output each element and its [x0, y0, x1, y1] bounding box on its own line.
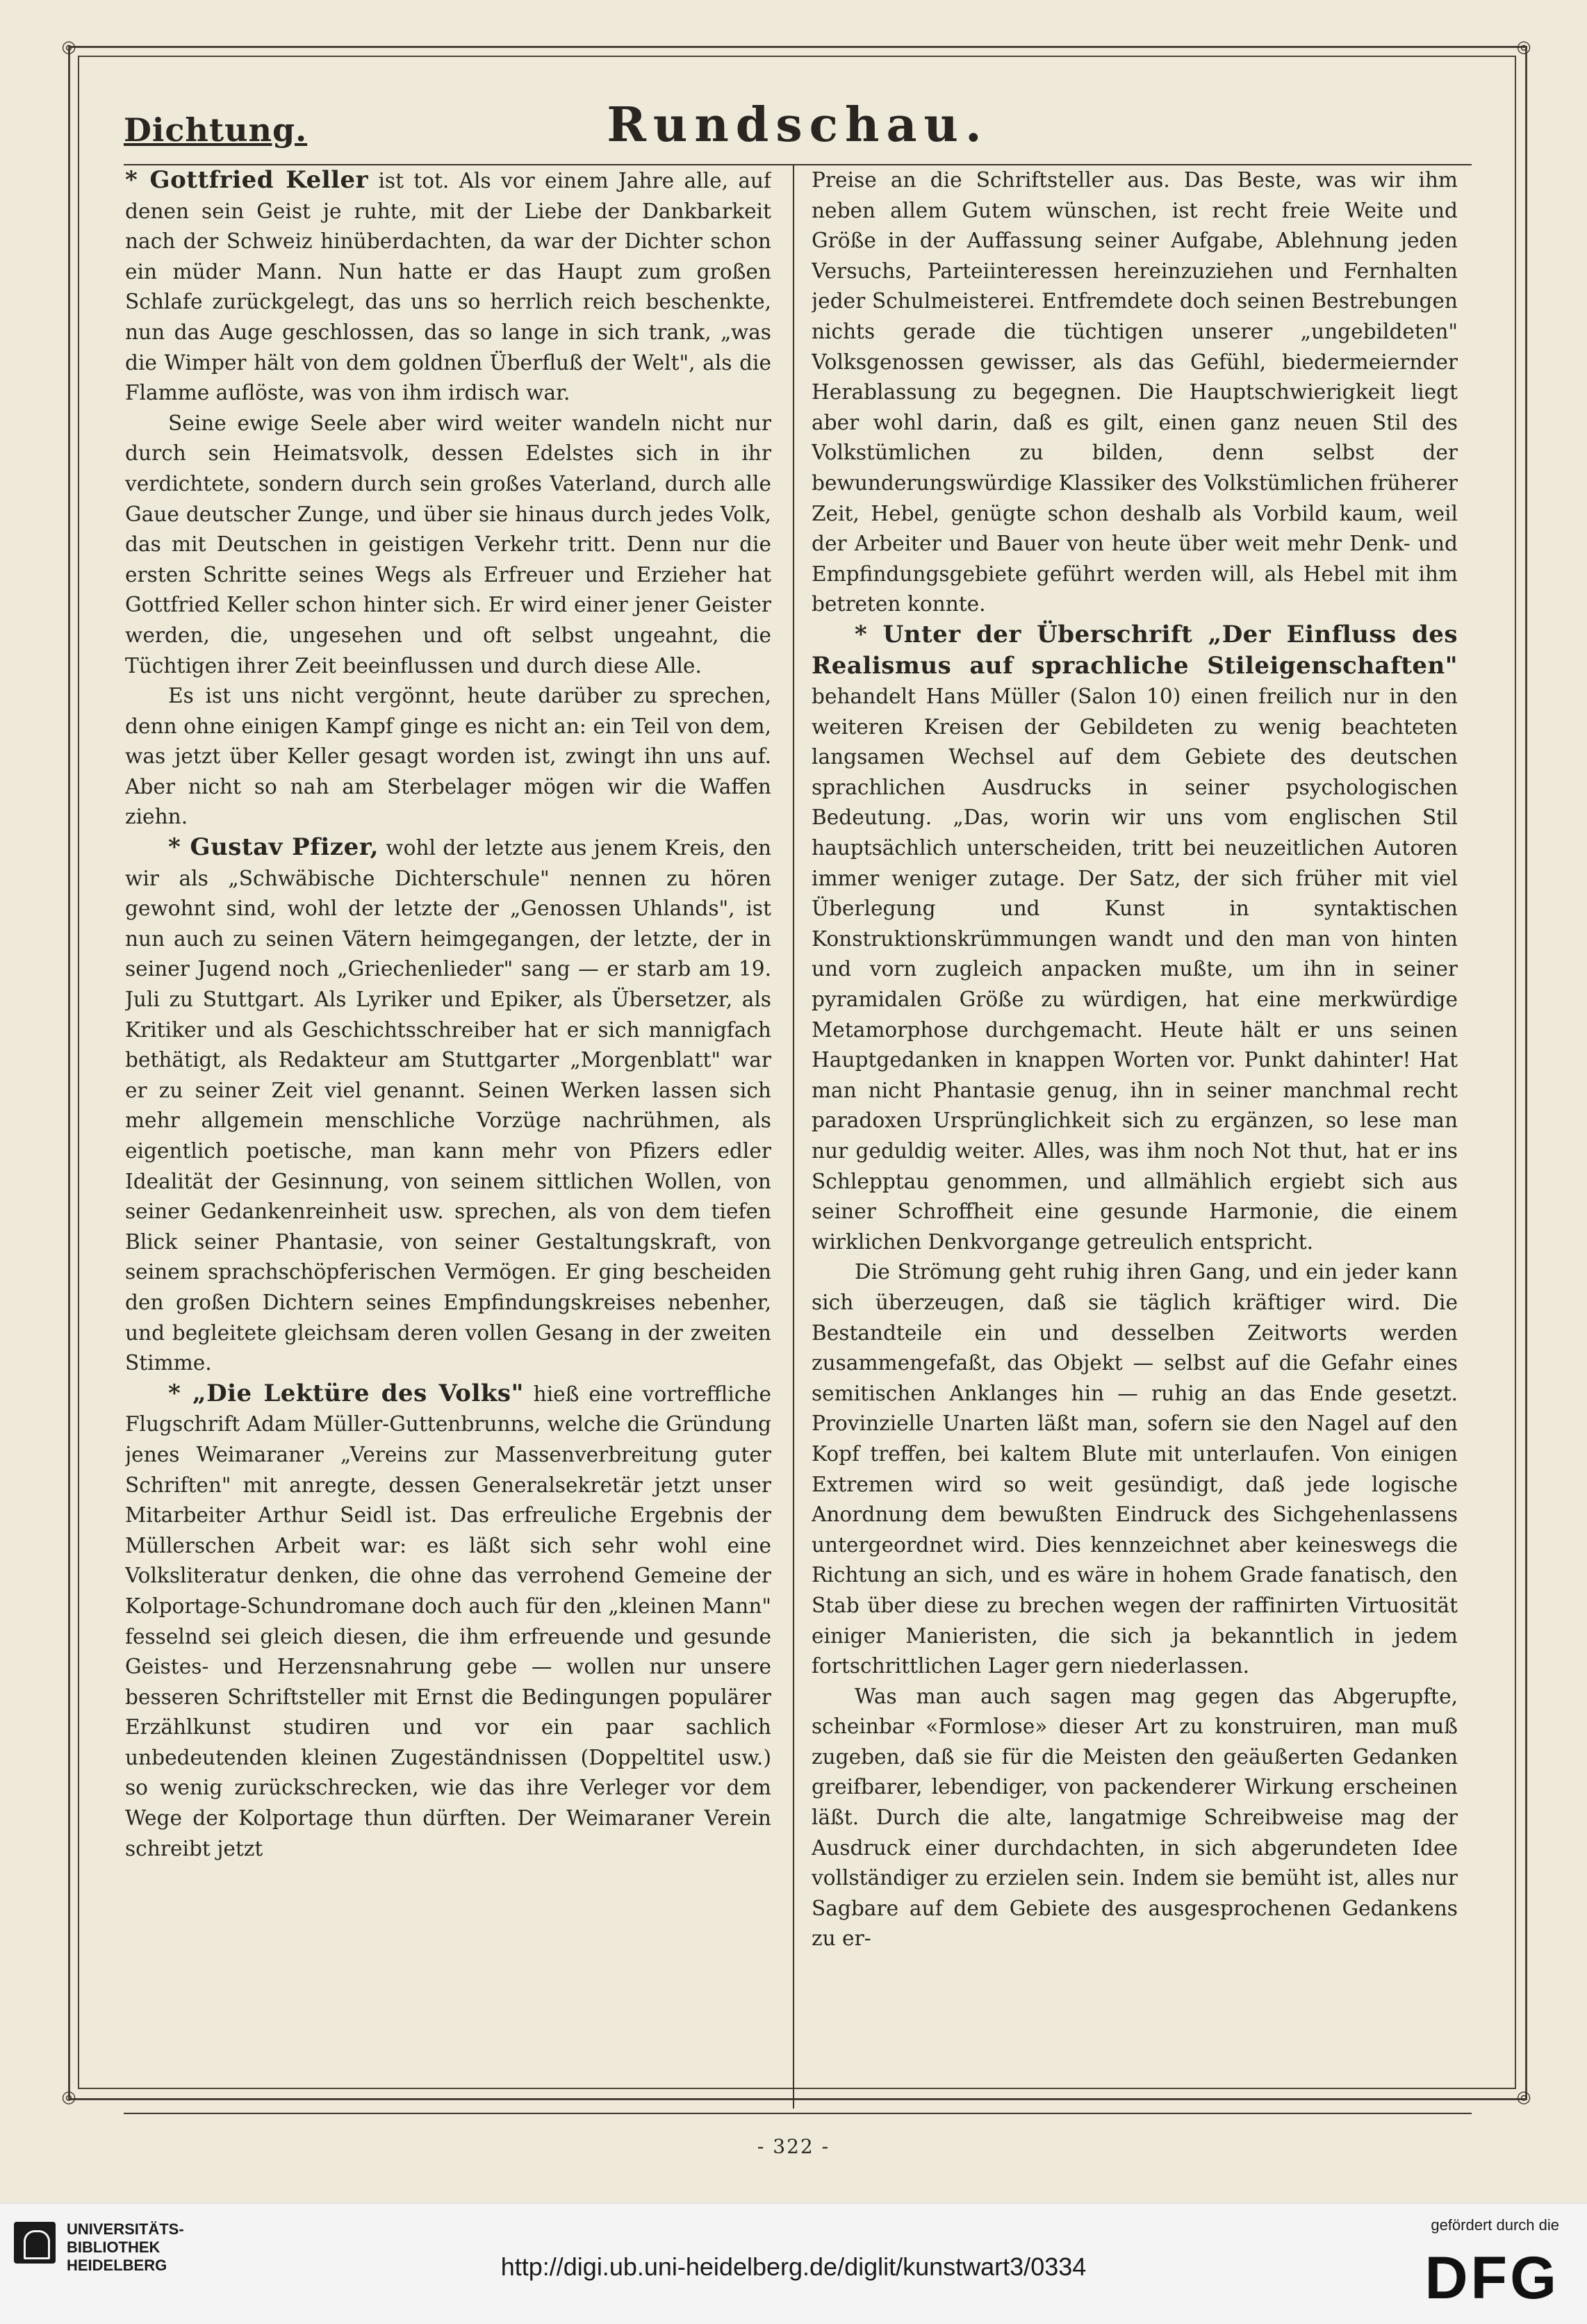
article-paragraph — [125, 165, 771, 409]
library-name-line: UNIVERSITÄTS- — [67, 2220, 184, 2238]
corner-ornament-icon: ◎ — [61, 2087, 76, 2106]
article-paragraph — [812, 165, 1458, 620]
article-heading: * Gustav Pfizer, — [168, 833, 379, 862]
article-text: Es ist uns nicht vergönnt, heute darüber zu sprechen, denn ohne einigen Kampf ginge es nicht an: ein Teil von dem, was jetzt über Keller gesagt worden ist, zwingt ihn uns auf. Aber nicht so nah am Sterbelager mögen wir die Waffen ziehn. — [125, 684, 771, 829]
page-title: Rundschau. — [607, 97, 989, 153]
source-url-link[interactable]: http://digi.ub.uni-heidelberg.de/diglit/kunstwart3/0334 — [500, 2252, 1087, 2281]
left-column — [125, 165, 771, 2111]
page-header — [124, 97, 1472, 161]
section-label: Dichtung. — [124, 111, 308, 149]
article-text: behandelt Hans Müller (Salon 10) einen freilich nur in den weiteren Kreisen der Gebildeten zu wenig beachteten langsamen Wechsel auf dem Gebiete des deutschen sprachlichen Ausdrucks in seiner psychologischen Bedeutung. „Das, worin wir uns vom englischen Stil hauptsächlich unterscheiden, tritt bei neuzeitlichen Autoren immer weniger zutage. Der Satz, der sich früher mit viel Überlegung und Kunst in syntaktischen Konstruktionskrümmungen wandt und den man von hinten und vorn zugleich anpacken mußte, um ihn in seiner pyramidalen Größe zu würdigen, hat eine merkwürdige Metamorphose durchgemacht. Heute hält er uns seinen Hauptgedanken in knappen Worten vor. Punkt dahinter! Hat man nicht Phantasie genug, ihn in seiner manchmal recht paradoxen Ursprünglichkeit sich zu ergänzen, so lese man nur geduldig weiter. Alles, was ihm noch Not thut, hat er ins Schlepptau genommen, und allmählich ergiebt sich aus seiner Schroffheit eine gesunde Harmonie, die einem wirklichen Denkvorgange getreulich entspricht. — [812, 685, 1458, 1254]
article-heading: * Unter der Überschrift „Der Einfluss des Realismus auf sprachliche Stileigenschaften" — [812, 620, 1458, 680]
article-text: wohl der letzte aus jenem Kreis, den wir als „Schwäbische Dichterschule" nennen zu hören gewohnt sind, wohl der letzte der „Genossen Uhlands", ist nun auch zu seinen Vätern heimgegangen, der letzte, der in seiner Jugend noch „Griechenlieder" sang — er starb am 19. Juli zu Stuttgart. Als Lyriker und Epiker, als Übersetzer, als Kritiker und als Geschichtsschreiber hat er sich mannigfach bethätigt, als Redakteur am Stuttgarter „Morgenblatt" war er zu seiner Zeit viel genannt. Seinen Werken lassen sich mehr allgemein menschliche Vorzüge nachrühmen, als eigentlich poetische, man kann mehr von Pfizers edler Idealität der Gesinnung, von seinem sittlichen Wollen, von seiner Gedankenreinheit usw. sprechen, als von dem tiefen Blick seiner Phantasie, von seiner Gestaltungskraft, von seinem sprachschöpferischen Vermögen. Er ging bescheiden den großen Dichtern seines Empfindungskreises nebenher, und begleitete gleichsam deren vollen Gesang in der zweiten Stimme. — [125, 836, 771, 1375]
corner-ornament-icon: ◎ — [1516, 37, 1531, 56]
article-paragraph — [125, 409, 771, 681]
dfg-logo[interactable]: DFG — [1424, 2245, 1559, 2311]
article-text: Was man auch sagen mag gegen das Abgerupfte, scheinbar «Formlose» dieser Art zu konstruiren, man muß zugeben, daß sie für die Meisten den geäußerten Gedanken greifbarer, lebendiger, von packenderer Wirkung erscheinen läßt. Durch die alte, langatmige Schreibweise mag der Ausdruck einer durchdachten, in sich abgerundeten Idee vollständiger zu erzielen sein. Indem sie bemüht ist, alles nur Sagbare auf dem Gebiete des ausgesprochenen Gedankens zu er- — [812, 1684, 1458, 1951]
page-number: - 322 - — [757, 2135, 830, 2158]
article-paragraph — [125, 1379, 771, 1865]
article-heading: * Gottfried Keller — [125, 166, 369, 194]
article-paragraph — [125, 833, 771, 1379]
article-paragraph — [812, 1257, 1458, 1681]
corner-ornament-icon: ◎ — [61, 37, 76, 56]
article-heading: * „Die Lektüre des Volks" — [168, 1379, 524, 1407]
funder-text: gefördert durch die — [1431, 2216, 1559, 2234]
article-text: Seine ewige Seele aber wird weiter wandeln nicht nur durch sein Heimatsvolk, dessen Edelstes sich in ihr verdichtete, sondern durch sein großes Vaterland, durch alle Gaue deutscher Zunge, und über sie hinaus durch jedes Volk, das mit Deutschen in geistigen Verkehr tritt. Denn nur die ersten Schritte seines Wegs als Erfreuer und Erzieher hat Gottfried Keller schon hinter sich. Er wird einer jener Geister werden, die, ungesehen und oft selbst ungeahnt, die Tüchtigen ihrer Zeit beeinflussen und durch diese Alle. — [125, 411, 771, 678]
right-column — [812, 165, 1458, 2111]
viewer-footer — [0, 2203, 1587, 2324]
footer-rule — [124, 2113, 1472, 2114]
library-name-line: HEIDELBERG — [67, 2257, 167, 2274]
library-name-line: BIBLIOTHEK — [67, 2239, 161, 2256]
article-text: Preise an die Schriftsteller aus. Das Beste, was wir ihm neben allem Gutem wünschen, ist recht freie Weite und Größe in der Auffassung seiner Aufgabe, Ablehnung jeden Versuchs, Parteiinteressen hereinzuziehen und Fernhalten jeder Schulmeisterei. Entfremdete doch seinen Bestrebungen nichts gerade die tüchtigen unserer „ungebildeten" Volksgenossen gewisser, als das Gefühl, biedermeiernder Herablassung zu begegnen. Die Hauptschwierigkeit liegt aber wohl darin, daß es gilt, einen ganz neuen Stil des Volkstümlichen zu bilden, denn selbst der bewunderungswürdige Klassiker des Volkstümlichen früherer Zeit, Hebel, genügte schon deshalb als Vorbild kaum, weil der Arbeiter und Bauer von heute über weit mehr Denk- und Empfindungsgebiete geführt werden will, als Hebel mit ihm betreten konnte. — [812, 168, 1458, 616]
article-text: hieß eine vortreffliche Flugschrift Adam Müller-Guttenbrunns, welche die Gründung jenes Weimaraner „Vereins zur Massenverbreitung guter Schriften" mit anregte, dessen Generalsekretär jetzt unser Mitarbeiter Arthur Seidl ist. Das erfreuliche Ergebnis der Müllerschen Arbeit war: es läßt sich sehr wohl eine Volksliteratur denken, die ohne das verrohend Gemeine der Kolportage-Schundromane doch auch für den „kleinen Mann" fesselnd sei gleich diesen, die ihm erfreuende und gesunde Geistes- und Herzensnahrung gebe — wollen nur unsere besseren Schriftsteller mit Ernst die Bedingungen populärer Erzählkunst studiren und vor ein paar sachlich unbedeutenden kleinen Zugeständnissen (Doppeltitel usw.) so wenig zurückschrecken, wie das ihre Verleger vor dem Wege der Kolportage thun dürften. Der Weimaraner Verein schreibt jetzt — [125, 1382, 771, 1860]
article-text: Die Strömung geht ruhig ihren Gang, und ein jeder kann sich überzeugen, daß sie täglich kräftiger wird. Die Bestandteile ein und desselben Zeitworts werden zusammengefaßt, das Objekt — selbst auf die Gefahr eines semitischen Anklanges hin — ruhig an das Ende gesetzt. Provinzielle Unarten läßt man, sofern sie den Nagel auf den Kopf treffen, bei kaltem Blute mit unterlaufen. Von einigen Extremen wird so weit gesündigt, daß jede logische Anordnung dem bewußten Eindruck des Sichgehenlassens untergeordnet wird. Dies kennzeichnet aber keineswegs die Richtung an sich, und es wäre in hohem Grade fanatisch, den Stab über diese zu brechen wegen der raffinirten Virtuosität einiger Manieristen, die sich ja bekanntlich in jedem fortschrittlichen Lager gern niederlassen. — [812, 1260, 1458, 1678]
column-divider — [793, 164, 794, 2109]
article-paragraph — [812, 1682, 1458, 1954]
article-paragraph — [812, 620, 1458, 1257]
corner-ornament-icon: ◎ — [1516, 2087, 1531, 2106]
article-paragraph — [125, 681, 771, 833]
article-text: ist tot. Als vor einem Jahre alle, auf denen sein Geist je ruhte, mit der Liebe der Dankbarkeit nach der Schweiz hinüberdachten, da war der Dichter schon ein müder Mann. Nun hatte er das Haupt zum großen Schlafe zurückgelegt, das uns so herrlich reich beschenkte, nun das Auge geschlossen, das so lange in sich trank, „was die Wimper hält von dem goldnen Überfluß der Welt", als die Flamme auflöste, was von ihm irdisch war. — [125, 169, 771, 405]
